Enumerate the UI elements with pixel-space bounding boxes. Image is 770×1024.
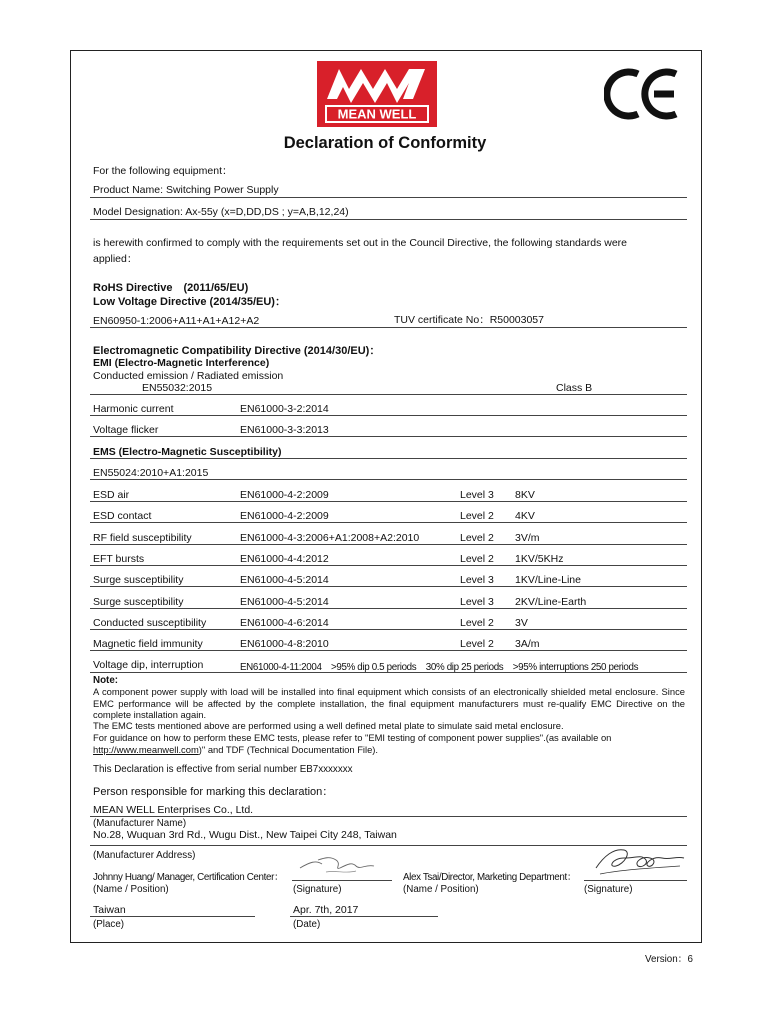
ems-row-standard: EN61000-4-2:2009	[240, 510, 329, 523]
manufacturer-name-label: (Manufacturer Name)	[93, 818, 187, 829]
emi-subtitle: Conducted emission / Radiated emission	[93, 370, 284, 382]
ems-row-level: Level 2	[460, 510, 494, 523]
ems-row-value: 3A/m	[515, 638, 540, 651]
ems-row-level: Level 3	[460, 595, 494, 608]
ems-row-level: Level 2	[460, 616, 494, 629]
divider	[90, 672, 687, 673]
emi-class: Class B	[556, 382, 593, 394]
divider	[90, 565, 687, 566]
emi-row-name: Harmonic current	[93, 403, 174, 415]
emi-standard: EN55032:2015	[142, 382, 213, 394]
manufacturer-address-label: (Manufacturer Address)	[93, 850, 196, 861]
divider	[90, 650, 687, 651]
divider	[90, 544, 687, 545]
ems-row-name: Conducted susceptibility	[93, 616, 207, 629]
signature-2-line	[584, 880, 687, 881]
logo-text: MEAN WELL	[337, 106, 417, 122]
manufacturer-address: No.28, Wuquan 3rd Rd., Wugu Dist., New Taipei City 248, Taiwan	[93, 829, 397, 841]
ems-row-value: 2KV/Line-Earth	[515, 595, 587, 608]
emi-title: EMI (Electro-Magnetic Interference)	[93, 357, 270, 369]
divider	[90, 522, 687, 523]
version: Version：6	[645, 954, 693, 965]
ems-row-standard: EN61000-4-5:2014	[240, 595, 329, 608]
signature-1-icon	[296, 852, 392, 880]
note-label: Note:	[93, 675, 119, 686]
signer-1-name-position: Johnny Huang/ Manager, Certification Center：	[93, 872, 284, 883]
ems-row-name: ESD contact	[93, 510, 152, 523]
ems-row-value: 4KV	[515, 510, 535, 523]
ems-row-standard: EN61000-4-8:2010	[240, 638, 329, 651]
divider	[90, 501, 687, 502]
ems-row-value: 3V/m	[515, 531, 540, 544]
signature-2-icon	[590, 838, 690, 880]
intro-text: For the following equipment：	[93, 165, 233, 177]
tuv-certificate: TUV certificate No：R50003057	[394, 314, 544, 326]
divider	[90, 479, 687, 480]
model-designation: Model Designation: Ax-55y (x=D,DD,DS ; y=A,B,12,24)	[93, 206, 349, 218]
place-value: Taiwan	[93, 904, 126, 916]
divider	[90, 219, 687, 220]
emc-directive-title: Electromagnetic Compatibility Directive (2014/30/EU)：	[93, 345, 381, 357]
ems-row-standard: EN61000-4-3:2006+A1:2008+A2:2010	[240, 531, 420, 544]
voltage-dip-detail: EN61000-4-11:2004 >95% dip 0.5 periods 30% dip 25 periods >95% interruptions 250 periods	[240, 662, 639, 673]
divider	[90, 394, 687, 395]
ems-row-value: 1KV/5KHz	[515, 552, 564, 565]
document-title: Declaration of Conformity	[283, 134, 487, 152]
ems-row-name: Surge susceptibility	[93, 574, 184, 587]
divider	[90, 436, 687, 437]
place-label: (Place)	[93, 919, 125, 930]
signer-1-label: (Name / Position)	[93, 884, 169, 895]
ems-row-level: Level 3	[460, 489, 494, 501]
ems-row-name: RF field susceptibility	[93, 531, 192, 544]
product-name: Product Name: Switching Power Supply	[93, 184, 279, 196]
meanwell-link[interactable]: http://www.meanwell.com	[93, 744, 199, 755]
divider	[90, 629, 687, 630]
mean-well-logo	[317, 61, 437, 127]
emi-row-standard: EN61000-3-3:2013	[240, 424, 329, 436]
note-paragraph-3: For guidance on how to perform these EMC tests, please refer to "EMI testing of component power supplies".(as available on	[93, 732, 612, 743]
date-line	[290, 916, 438, 917]
confirm-text: is herewith confirmed to comply with the requirements set out in the Council Directive, the following standards were	[93, 237, 627, 249]
signer-2-name-position: Alex Tsai/Director, Marketing Department：	[403, 872, 577, 883]
ems-row-standard: EN61000-4-2:2009	[240, 489, 329, 501]
ems-row-name: ESD air	[93, 489, 130, 501]
ems-row-level: Level 3	[460, 574, 494, 587]
signer-2-label: (Name / Position)	[403, 884, 479, 895]
ems-title: EMS (Electro-Magnetic Susceptibility)	[93, 446, 282, 458]
signature-1-line	[292, 880, 392, 881]
ems-row-name: EFT bursts	[93, 552, 145, 565]
ems-row-standard: EN61000-4-6:2014	[240, 616, 329, 629]
emi-row-name: Voltage flicker	[93, 424, 159, 436]
note-paragraph-2: The EMC tests mentioned above are performed using a well defined metal plate to simulate said metal enclosure.	[93, 720, 564, 731]
ems-row-value: 1KV/Line-Line	[515, 574, 581, 587]
signature-2-label: (Signature)	[584, 884, 633, 895]
confirm-text-cont: applied：	[93, 253, 138, 265]
ems-row-name: Surge susceptibility	[93, 595, 184, 608]
note-paragraph-1: A component power supply with load will be installed into final equipment which consists of an electronically shielded metal enclosure. Since EMC performance will be affected by the complete installation, the final equipment manufacturers must re-qualify EMC Directive on the complete installation again.	[93, 686, 685, 721]
ems-row-level: Level 2	[460, 531, 494, 544]
signature-1-label: (Signature)	[293, 884, 342, 895]
note-paragraph-3-cont	[93, 744, 685, 756]
ce-mark-icon	[604, 68, 682, 120]
ems-row-value: 3V	[515, 616, 528, 629]
ems-row-name: Magnetic field immunity	[93, 638, 203, 651]
note-paragraph-3-tail: )" and TDF (Technical Documentation File).	[198, 744, 379, 755]
date-label: (Date)	[293, 919, 321, 930]
effective-text: This Declaration is effective from serial number EB7xxxxxxx	[93, 764, 353, 775]
divider	[90, 608, 687, 609]
divider	[90, 586, 687, 587]
divider	[90, 458, 687, 459]
ems-row-level: Level 2	[460, 638, 494, 651]
lvd-standard: EN60950-1:2006+A11+A1+A12+A2	[93, 315, 260, 327]
responsible-text: Person responsible for marking this declaration：	[93, 786, 334, 798]
place-line	[90, 916, 255, 917]
lvd-directive: Low Voltage Directive (2014/35/EU)：	[93, 296, 286, 308]
voltage-dip-name: Voltage dip, interruption	[93, 659, 204, 671]
manufacturer-name: MEAN WELL Enterprises Co., Ltd.	[93, 804, 254, 816]
ems-row-level: Level 2	[460, 552, 494, 565]
date-value: Apr. 7th, 2017	[293, 904, 359, 916]
ems-row-standard: EN61000-4-4:2012	[240, 552, 329, 565]
divider	[90, 415, 687, 416]
divider	[90, 197, 687, 198]
emi-row-standard: EN61000-3-2:2014	[240, 403, 329, 415]
divider	[90, 816, 687, 817]
ems-row-value: 8KV	[515, 489, 535, 501]
ems-row-standard: EN61000-4-5:2014	[240, 574, 329, 587]
rohs-directive: RoHS Directive (2011/65/EU)	[93, 282, 249, 294]
ems-standard: EN55024:2010+A1:2015	[93, 467, 209, 479]
divider	[90, 327, 687, 328]
